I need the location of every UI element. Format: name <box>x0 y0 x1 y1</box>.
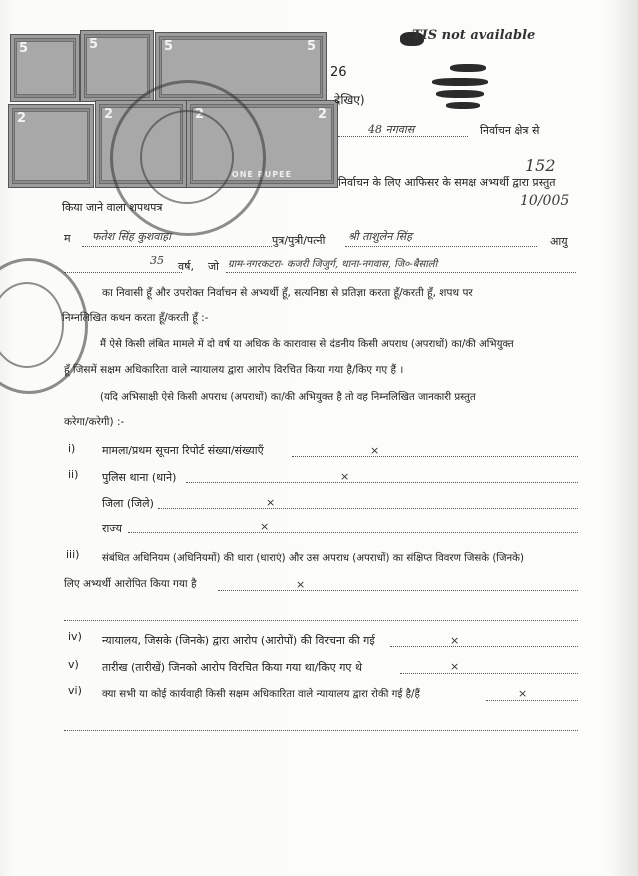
age-label: आयु <box>550 235 568 248</box>
address: ग्राम-नगरकटरा- कजरी जिजुर्ग, थाना-नगवास, जि०-बैसाली <box>228 259 438 270</box>
relation-label: पुत्र/पुत्री/पत्नी <box>272 234 326 247</box>
constituency-number: 48 नगवास <box>368 123 415 136</box>
father-name: श्री ताशुलेन सिंह <box>348 230 412 243</box>
para2-line1: (यदि अभिसाक्षी ऐसे किसी अपराध (अपराधों) का/की अभियुक्त है तो वह निम्नलिखित जानकारी प्रस्तुत <box>100 392 476 403</box>
revenue-stamp: 2 <box>8 104 94 188</box>
intro-line-2: किया जाने वाला शपथपत्र <box>62 201 163 214</box>
resident-text: का निवासी हूँ और उपरोक्त निर्वाचन से अभ्यर्थी हूँ, सत्यनिष्ठा से प्रतिज्ञा करता हूँ/करती हूँ, शपथ पर <box>102 287 473 299</box>
annotation-number-2: 10/005 <box>520 193 570 209</box>
annotation-number: 152 <box>525 156 556 175</box>
form-number: 26 <box>330 65 347 80</box>
constituency-label: निर्वाचन क्षेत्र से <box>480 124 540 137</box>
round-seal-inner <box>140 110 234 204</box>
revenue-stamp: 2 <box>95 100 187 188</box>
resident-text-2: निम्नलिखित कथन करता हूँ/करती हूँ :- <box>62 312 209 324</box>
intro-line: निर्वाचन के लिए आफिसर के समक्ष अभ्यर्थी द्वारा प्रस्तुत <box>338 176 556 189</box>
affidavit-page: 5 5 5 5 2 2 2 2 ONE RUPEE TIS not available 152 10/005 26 देखिए) 48 नगवास निर्वाचन क्षेत्र से निर्वाचन के लिए आफिसर के समक्ष अभ्यर्थी द्वारा प्रस्तुत किया जाने वाला शपथपत्र म फतेश सिंह कुशवाहा पुत्र/पुत्री/पत्नी श्री ताशुलेन सिंह आयु 35 वर्ष, जो ग्राम-नगरकटरा- कजरी जिजुर्ग, थाना-नगवास, जि०-बैसाली का निवासी हूँ और उपरोक्त निर्वाचन से अभ्यर्थी हूँ, सत्यनिष्ठा से प्रतिज्ञा करता हूँ/करती हूँ, शपथ पर निम्नलिखित कथन करता हूँ/करती हूँ :- मैं ऐसे किसी लंबित मामले में दो वर्ष या अधिक के कारावास से दंडनीय किसी अपराध (अपराधों) का/की अभियुक्त हूँ जिसमें सक्षम अधिकारिता वाले न्यायालय द्वारा आरोप विरचित किया गया है/किए गए हैं । (यदि अभिसाक्षी ऐसे किसी अपराध (अपराधों) का/की अभियुक्त है तो वह निम्नलिखित जानकारी प्रस्तुत करेगा/करेगी) :- i) मामला/प्रथम सूचना रिपोर्ट संख्या/संख्याएँ × ii) पुलिस थाना (थाने) × जिला (जिले) × राज्य × iii) संबंधित अधिनियम (अधिनियमों) की धारा (धाराएं) और उस अपराध (अपराधों) का संक्षिप्त विवरण जिसके (जिनके) लिए अभ्यर्थी आरोपित किया गया है × iv) न्यायालय, जिसके (जिनके) द्वारा आरोप (आरोपों) की विरचना की गई × v) तारीख (तारीखें) जिनको आरोप विरचित किया गया था/किए गए थे × vi) क्या सभी या कोई कार्यवाही किसी सक्षम अधिकारिता वाले न्यायालय द्वारा रोकी गई है/हैं × <box>0 0 638 876</box>
para1-line2: हूँ जिसमें सक्षम अधिकारिता वाले न्यायालय द्वारा आरोप विरचित किया गया है/किए गए हैं । <box>64 364 404 376</box>
scan-edge <box>612 0 638 876</box>
revenue-stamp: 5 <box>80 30 154 102</box>
who-label: जो <box>208 260 220 273</box>
bracket-text: देखिए) <box>334 93 365 107</box>
revenue-stamp: 5 <box>10 34 80 102</box>
para2-line2: करेगा/करेगी) :- <box>64 416 125 428</box>
years-label: वर्ष, <box>178 260 194 273</box>
age-value: 35 <box>150 254 164 267</box>
candidate-name: फतेश सिंह कुशवाहा <box>92 230 171 243</box>
revenue-stamp: 5 5 <box>155 32 327 102</box>
para1-line1: मैं ऐसे किसी लंबित मामले में दो वर्ष या अधिक के कारावास से दंडनीय किसी अपराध (अपराधों) का/की अभियुक्त <box>100 339 514 350</box>
revenue-stamp: 2 2 ONE RUPEE <box>186 100 338 188</box>
tis-annotation: TIS not available <box>412 28 536 43</box>
